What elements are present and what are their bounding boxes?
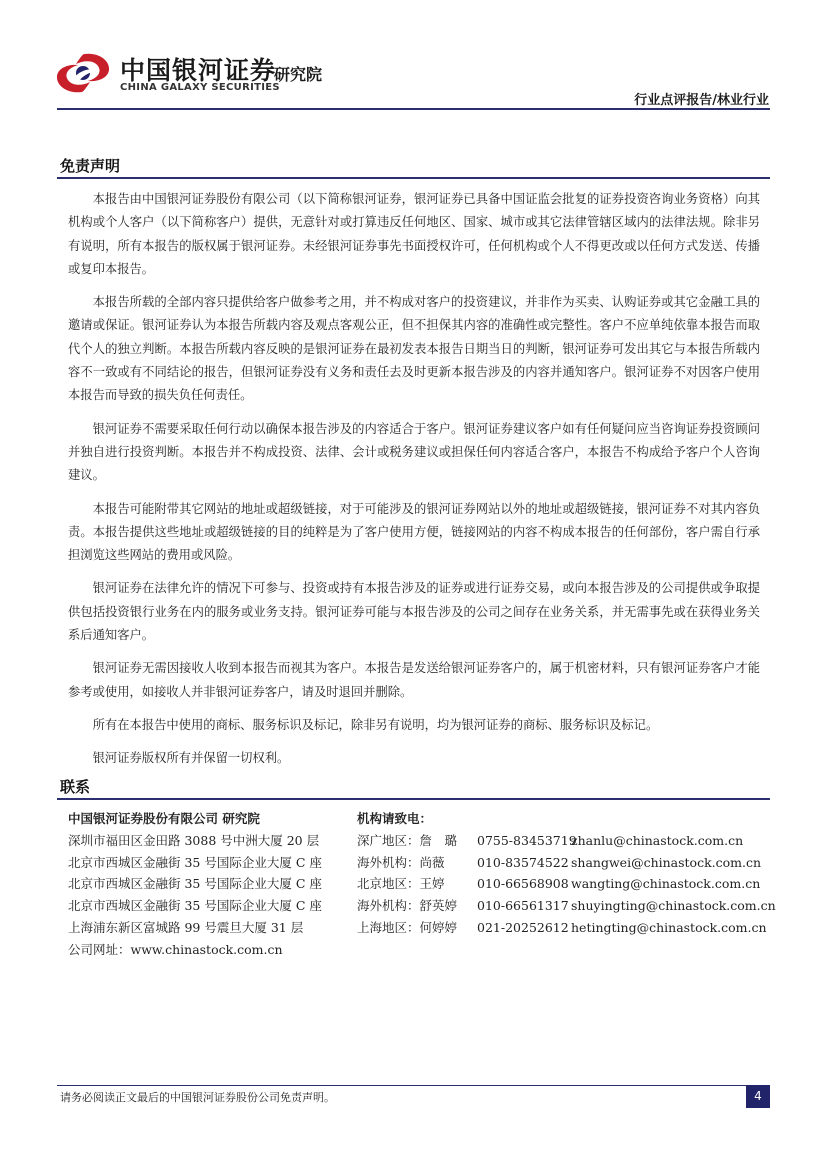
contact-row [357,873,776,895]
contact-email[interactable]: shangwei@chinastock.com.cn [571,854,762,870]
disclaimer-paragraph: 银河证券版权所有并保留一切权利。 [92,751,290,766]
disclaimer-paragraph: 本报告所载的全部内容只提供给客户做参考之用，并不构成对客户的投资建议，并非作为买卖、认购证券或其它金融工具的邀请或保证。银河证券认为本报告所载内容及观点客观公正，但不担保其内容的准确性或完整性。客户不应单纯依靠本报告而取代个人的独立判断。本报告所载内容反映的是银河证券在最初发表本报告日期当日的判断，银河证券可发出其它与本报告所载内容不一致或有不同结论的报告，但银河证券没有义务和责任去及时更新本报告涉及的内容并通知客户。银河证券不对因客户使用本报告而导致的损失负任何责任。 [68,295,760,403]
address-line: 北京市西城区金融街 35 号国际企业大厦 C 座 [68,898,322,914]
header-rule [57,108,770,110]
company-head: 中国银河证券股份有限公司 研究院 [68,811,260,826]
contact-email[interactable]: hetingting@chinastock.com.cn [571,919,767,935]
contact-row [357,830,776,852]
contact-phone[interactable]: 0755-83453719 [477,832,577,848]
address-line: 北京市西城区金融街 35 号国际企业大厦 C 座 [68,854,322,870]
logo-institute: 研究院 [274,65,323,84]
address-line: 上海浦东新区富城路 99 号震旦大厦 31 层 [68,919,304,935]
address-line: 深圳市福田区金田路 3088 号中洲大厦 20 层 [68,832,320,848]
contact-region: 海外机构：尚薇 [357,854,445,870]
disclaimer-title: 免责声明 [60,157,121,175]
galaxy-logo-icon [54,48,112,98]
contact-region: 上海地区：何婷婷 [357,919,458,935]
contact-email[interactable]: shuyingting@chinastock.com.cn [571,898,776,914]
contact-region: 海外机构：舒英婷 [357,898,458,914]
contact-phone[interactable]: 010-83574522 [477,854,569,870]
document-type: 行业点评报告/林业行业 [634,93,769,108]
disclaimer-paragraph: 所有在本报告中使用的商标、服务标识及标记，除非另有说明，均为银河证券的商标、服务标识及标记。 [92,717,659,732]
footer-note: 请务必阅读正文最后的中国银河证券股份公司免责声明。 [60,1091,335,1104]
logo-english-name: CHINA GALAXY SECURITIES [120,82,280,93]
contact-phone[interactable]: 010-66568908 [477,876,569,892]
contact-title: 联系 [60,778,91,796]
contacts-head: 机构请致电： [357,811,433,826]
contact-email[interactable]: wangting@chinastock.com.cn [571,876,761,892]
disclaimer-rule [57,177,770,179]
contact-row [357,895,776,917]
address-line: 北京市西城区金融街 35 号国际企业大厦 C 座 [68,876,322,892]
company-addresses [68,808,322,961]
disclaimer-body [68,188,760,781]
contact-rule [57,798,770,800]
contact-row [357,917,776,939]
contact-row [357,852,776,874]
disclaimer-paragraph: 本报告由中国银河证券股份有限公司（以下简称银河证券，银河证券已具备中国证监会批复的证券投资咨询业务资格）向其机构或个人客户（以下简称客户）提供，无意针对或打算违反任何地区、国家、城市或其它法律管辖区域内的法律法规。除非另有说明，所有本报告的版权属于银河证券。未经银河证券事先书面授权许可，任何机构或个人不得更改或以任何方式发送、传播或复印本报告。 [68,192,760,276]
logo-chinese-name: 中国银河证券 [120,56,277,85]
contact-phone[interactable]: 021-20252612 [477,919,569,935]
company-website: 公司网址：www.chinastock.com.cn [68,941,283,957]
company-logo [54,48,354,98]
institutional-contacts [357,808,776,939]
contact-region: 北京地区：王婷 [357,876,445,892]
disclaimer-paragraph: 本报告可能附带其它网站的地址或超级链接，对于可能涉及的银河证券网站以外的地址或超级链接，银河证券不对其内容负责。本报告提供这些地址或超级链接的目的纯粹是为了客户使用方便，链接网站的内容不构成本报告的任何部份，客户需自行承担浏览这些网站的费用或风险。 [68,501,760,563]
contact-phone[interactable]: 010-66561317 [477,898,569,914]
contact-email[interactable]: zhanlu@chinastock.com.cn [571,832,744,848]
contact-region: 深广地区：詹 璐 [357,832,458,848]
page-number: 4 [746,1085,770,1108]
disclaimer-paragraph: 银河证券不需要采取任何行动以确保本报告涉及的内容适合于客户。银河证券建议客户如有任何疑问应当咨询证券投资顾问并独自进行投资判断。本报告并不构成投资、法律、会计或税务建议或担保任何内容适合客户，本报告不构成给予客户个人咨询建议。 [68,421,760,483]
footer-rule [57,1085,770,1086]
disclaimer-paragraph: 银河证券在法律允许的情况下可参与、投资或持有本报告涉及的证券或进行证券交易，或向本报告涉及的公司提供或争取提供包括投资银行业务在内的服务或业务支持。银河证券可能与本报告涉及的公司之间存在业务关系，并无需事先或在获得业务关系后通知客户。 [68,581,760,643]
disclaimer-paragraph: 银河证券无需因接收人收到本报告而视其为客户。本报告是发送给银河证券客户的，属于机密材料，只有银河证券客户才能参考或使用，如接收人并非银河证券客户，请及时退回并删除。 [68,661,760,699]
